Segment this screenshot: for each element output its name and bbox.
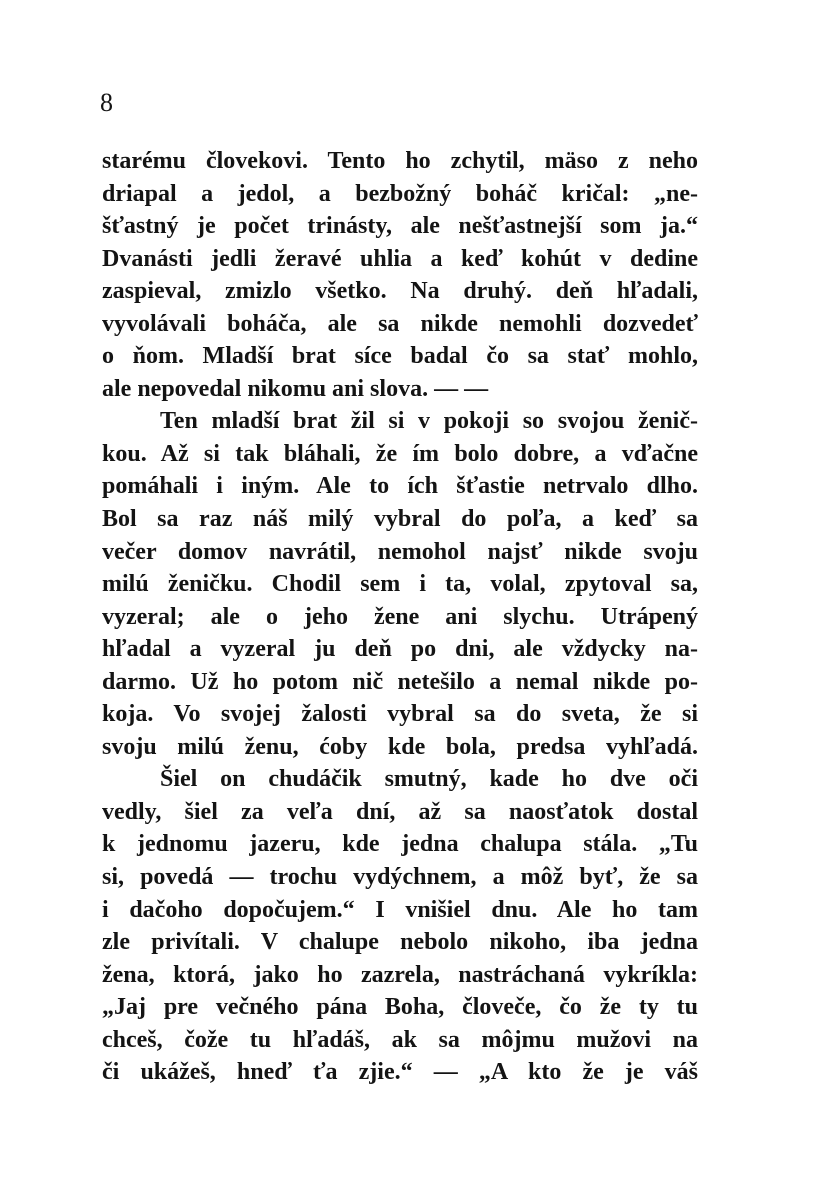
- text-line: vedly, šiel za veľa dní, až sa naosťatok dostal: [102, 798, 698, 825]
- text-line: starému človekovi. Tento ho zchytil, mäso z neho: [102, 148, 698, 174]
- text-line: svoju milú ženu, ćoby kde bola, predsa vyhľadá.: [102, 733, 698, 760]
- text-line: šťastný je počet trinásty, ale nešťastnejší som ja.“: [102, 213, 698, 240]
- text-line: o ňom. Mladší brat síce badal čo sa stať mohlo,: [102, 343, 698, 370]
- text-line: Ten mladší brat žil si v pokoji so svojou ženič-: [160, 408, 698, 435]
- text-line: „Jaj pre večného pána Boha, človeče, čo že ty tu: [102, 994, 698, 1021]
- text-line: koja. Vo svojej žalosti vybral sa do sveta, že si: [102, 701, 698, 728]
- text-line: večer domov navrátil, nemohol najsť nikde svoju: [102, 538, 698, 565]
- text-line: k jednomu jazeru, kde jedna chalupa stála. „Tu: [102, 831, 698, 858]
- text-line: Šiel on chudáčik smutný, kade ho dve oči: [160, 766, 698, 793]
- text-line: zaspieval, zmizlo všetko. Na druhý. deň hľadali,: [102, 278, 698, 305]
- text-line: si, povedá — trochu vydýchnem, a môž byť, že sa: [102, 864, 698, 891]
- text-line: Dvanásti jedli žeravé uhlia a keď kohút v dedine: [102, 245, 698, 272]
- text-line: Bol sa raz náš milý vybral do poľa, a keď sa: [102, 506, 698, 533]
- text-line: pomáhali i iným. Ale to ích šťastie netrvalo dlho.: [102, 473, 698, 500]
- text-line: vyzeral; ale o jeho žene ani slychu. Utrápený: [102, 603, 698, 630]
- text-line: darmo. Už ho potom nič netešilo a nemal nikde po-: [102, 668, 698, 695]
- text-line: hľadal a vyzeral ju deň po dni, ale vždycky na-: [102, 636, 698, 663]
- text-line: milú ženičku. Chodil sem i ta, volal, zpytoval sa,: [102, 571, 698, 598]
- page-number: 8: [100, 88, 113, 117]
- text-line: žena, ktorá, jako ho zazrela, nastráchaná vykríkla:: [102, 961, 698, 988]
- text-line: driapal a jedol, a bezbožný boháč kričal: „ne-: [102, 180, 698, 207]
- text-line: zle privítali. V chalupe nebolo nikoho, iba jedna: [102, 929, 698, 956]
- text-line: či ukážeš, hneď ťa zjie.“ — „A kto že je váš: [102, 1059, 698, 1086]
- text-line: chceš, čože tu hľadáš, ak sa môjmu mužovi na: [102, 1026, 698, 1053]
- text-line: ale nepovedal nikomu ani slova. — —: [102, 375, 489, 402]
- text-line: i dačoho dopočujem.“ I vnišiel dnu. Ale ho tam: [102, 896, 698, 923]
- text-line: kou. Až si tak bláhali, že ím bolo dobre, a vďačne: [102, 440, 698, 467]
- text-line: vyvolávali boháča, ale sa nikde nemohli dozvedeť: [102, 310, 698, 337]
- body-text: [102, 145, 698, 1089]
